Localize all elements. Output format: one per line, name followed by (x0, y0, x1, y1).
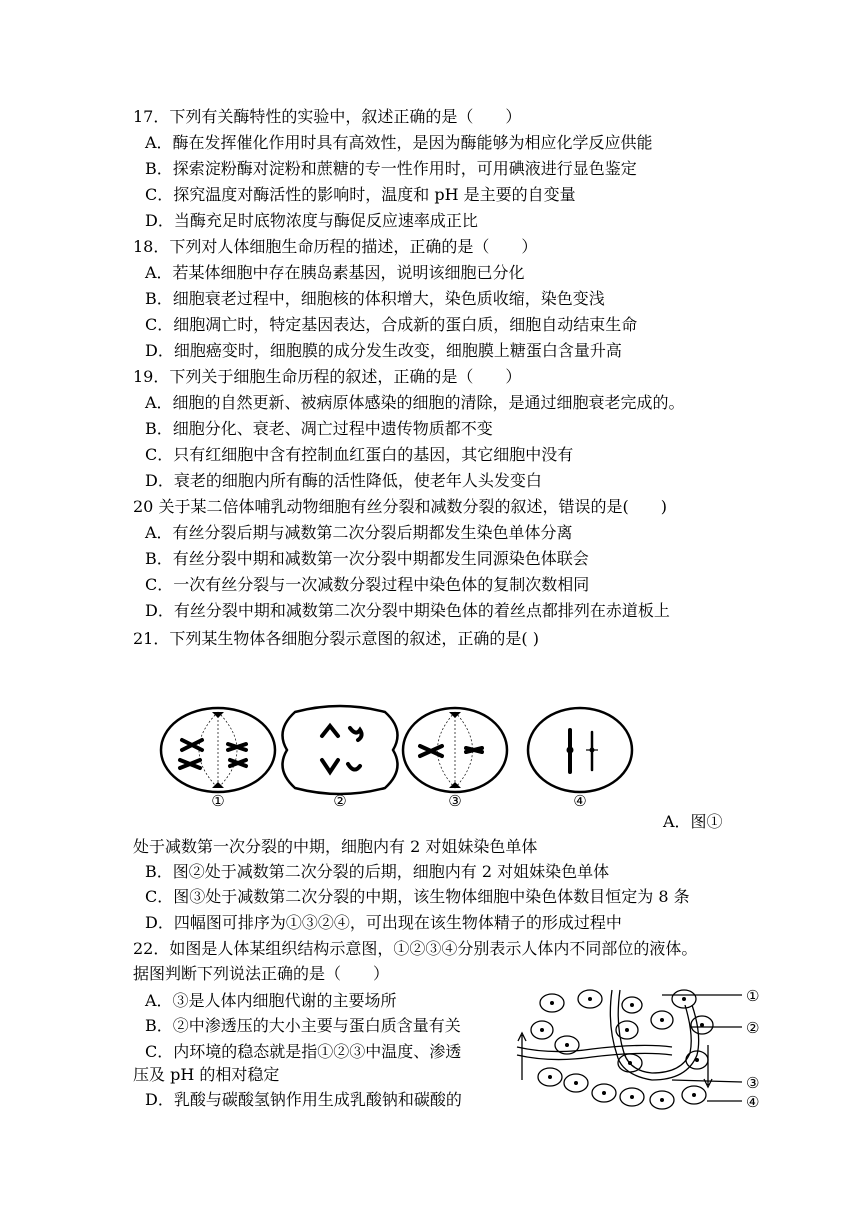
q19-option-b: B．细胞分化、衰老、凋亡过程中遗传物质都不变 (145, 419, 493, 438)
question-17-stem: 17．下列有关酶特性的实验中，叙述正确的是（ ） (133, 107, 522, 126)
tissue-label-3: ③ (746, 1074, 760, 1092)
q20-option-d: D．有丝分裂中期和减数第二次分裂中期染色体的着丝点都排列在赤道板上 (145, 601, 670, 620)
q21-option-a-part1: A．图① (663, 812, 723, 831)
q18-option-d: D．细胞癌变时，细胞膜的成分发生改变，细胞膜上糖蛋白含量升高 (145, 341, 622, 360)
tissue-structure-figure (512, 985, 777, 1120)
question-22-stem-line1: 22．如图是人体某组织结构示意图，①②③④分别表示人体内不同部位的液体。 (133, 939, 698, 958)
question-22-stem-line2: 据图判断下列说法正确的是（ ） (133, 964, 390, 983)
q19-option-d: D．衰老的细胞内所有酶的活性降低，使老年人头发变白 (145, 471, 542, 490)
question-21-stem: 21．下列某生物体各细胞分裂示意图的叙述，正确的是( ) (133, 629, 539, 648)
tissue-label-2: ② (746, 1019, 760, 1037)
figure-label-1: ① (211, 792, 225, 810)
figure-label-3: ③ (448, 792, 462, 810)
q20-option-a: A．有丝分裂后期与减数第二次分裂后期都发生染色单体分离 (145, 523, 573, 542)
tissue-label-1: ① (746, 987, 760, 1005)
q22-option-a: A．③是人体内细胞代谢的主要场所 (145, 991, 397, 1010)
q22-option-c-line2: 压及 pH 的相对稳定 (133, 1065, 280, 1084)
cell-division-figure (150, 700, 640, 810)
q19-option-a: A．细胞的自然更新、被病原体感染的细胞的清除，是通过细胞衰老完成的。 (145, 393, 685, 412)
q21-option-d: D．四幅图可排序为①③②④，可出现在该生物体精子的形成过程中 (145, 913, 622, 932)
q18-option-c: C．细胞凋亡时，特定基因表达，合成新的蛋白质，细胞自动结束生命 (145, 315, 638, 334)
q21-option-a-part2: 处于减数第一次分裂的中期，细胞内有 2 对姐妹染色单体 (133, 837, 538, 856)
cell-4 (528, 708, 632, 792)
q20-option-c: C．一次有丝分裂与一次减数分裂过程中染色体的复制次数相同 (145, 575, 590, 594)
question-18-stem: 18．下列对人体细胞生命历程的描述，正确的是（ ） (133, 237, 538, 256)
q19-option-c: C．只有红细胞中含有控制血红蛋白的基因，其它细胞中没有 (145, 445, 574, 464)
cell-2 (283, 706, 398, 794)
question-19-stem: 19．下列关于细胞生命历程的叙述，正确的是（ ） (133, 367, 522, 386)
figure-label-4: ④ (573, 792, 587, 810)
q17-option-a: A．酶在发挥催化作用时具有高效性，是因为酶能够为相应化学反应供能 (145, 133, 653, 152)
q17-option-b: B．探索淀粉酶对淀粉和蔗糖的专一性作用时，可用碘液进行显色鉴定 (145, 159, 637, 178)
q21-option-c: C．图③处于减数第二次分裂的中期，该生物体细胞中染色体数目恒定为 8 条 (145, 887, 690, 906)
tissue-label-4: ④ (746, 1093, 760, 1111)
q21-option-b: B．图②处于减数第二次分裂的后期，细胞内有 2 对姐妹染色单体 (145, 862, 610, 881)
q17-option-d: D．当酶充足时底物浓度与酶促反应速率成正比 (145, 211, 478, 230)
figure-label-2: ② (333, 792, 347, 810)
q22-option-b: B．②中渗透压的大小主要与蛋白质含量有关 (145, 1016, 461, 1035)
q20-option-b: B．有丝分裂中期和减数第一次分裂中期都发生同源染色体联会 (145, 549, 589, 568)
q18-option-a: A．若某体细胞中存在胰岛素基因，说明该细胞已分化 (145, 263, 525, 282)
q18-option-b: B．细胞衰老过程中，细胞核的体积增大，染色质收缩，染色变浅 (145, 289, 605, 308)
question-20-stem: 20 关于某二倍体哺乳动物细胞有丝分裂和减数分裂的叙述，错误的是( ) (133, 497, 667, 516)
q22-option-d: D．乳酸与碳酸氢钠作用生成乳酸钠和碳酸的 (145, 1090, 462, 1109)
q22-option-c-line1: C．内环境的稳态就是指①②③中温度、渗透 (145, 1042, 462, 1061)
q17-option-c: C．探究温度对酶活性的影响时，温度和 pH 是主要的自变量 (145, 185, 576, 204)
